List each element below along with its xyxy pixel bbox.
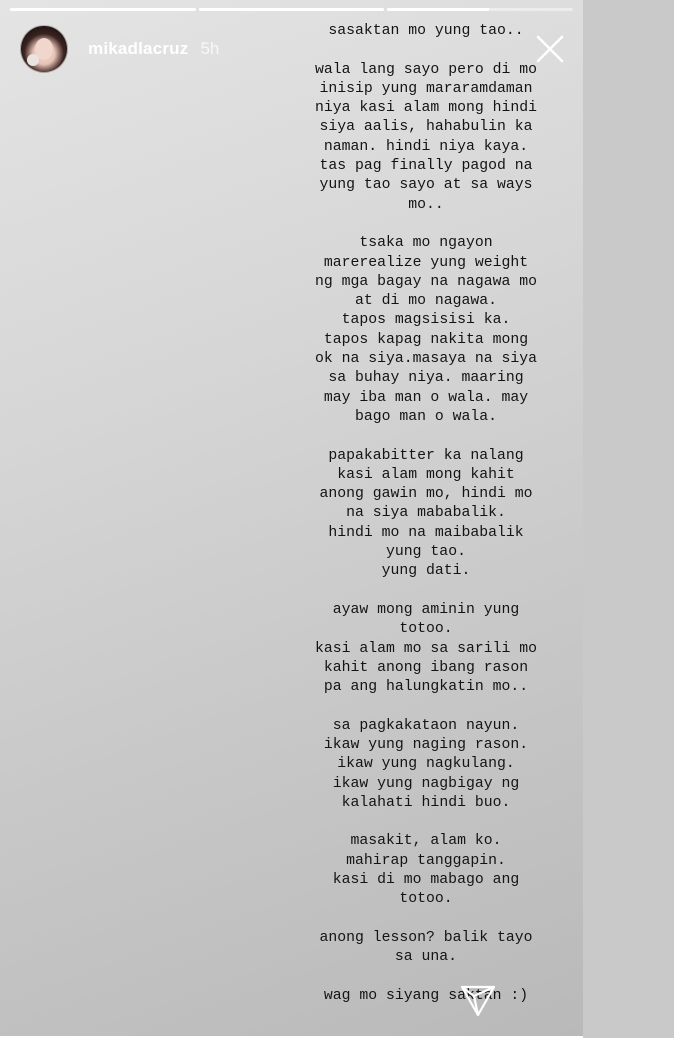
- caption-line: ayaw mong aminin yung: [332, 601, 520, 618]
- caption-line: wag mo siyang saktan :): [323, 987, 529, 1004]
- caption-line: sa buhay niya. maaring: [328, 370, 524, 387]
- caption-line: wala lang sayo pero di mo: [315, 61, 537, 78]
- caption-line: anong lesson? balik tayo: [319, 929, 533, 946]
- caption-paragraph: [286, 601, 566, 697]
- caption-paragraph: [286, 234, 566, 427]
- caption-line: sa una.: [394, 949, 458, 966]
- side-panel: [583, 0, 674, 1038]
- caption-line: hindi mo na maibabalik: [328, 524, 524, 541]
- caption-line: tsaka mo ngayon: [359, 235, 493, 252]
- caption-line: siya aalis, hahabulin ka: [319, 119, 533, 136]
- caption-line: kasi alam mo sa sarili mo: [315, 640, 537, 657]
- caption-line: sa pagkakataon nayun.: [332, 717, 520, 734]
- caption-line: marerealize yung weight: [323, 254, 529, 271]
- progress-fill: [387, 8, 489, 11]
- caption-paragraph: [286, 987, 566, 1006]
- caption-paragraph: [286, 22, 566, 41]
- caption-line: niya kasi alam mong hindi: [315, 100, 537, 117]
- caption-line: anong gawin mo, hindi mo: [319, 486, 533, 503]
- caption-paragraph: [286, 832, 566, 909]
- caption-line: may iba man o wala. may: [323, 389, 529, 406]
- story-header: [20, 24, 219, 74]
- caption-line: ng mga bagay na nagawa mo: [315, 273, 537, 290]
- caption-line: masakit, alam ko.: [350, 833, 502, 850]
- caption-line: yung tao sayo at sa ways: [319, 177, 533, 194]
- username[interactable]: mikadlacruz: [88, 39, 189, 58]
- caption-line: tapos magsisisi ka.: [341, 312, 511, 329]
- caption-line: papakabitter ka nalang: [328, 447, 524, 464]
- caption-line: pa ang halungkatin mo..: [323, 679, 529, 696]
- story-progress-bar: [10, 8, 573, 11]
- caption-line: yung dati.: [381, 563, 471, 580]
- caption-paragraph: [286, 717, 566, 813]
- caption-line: kalahati hindi buo.: [341, 794, 511, 811]
- caption-line: ikaw yung naging rason.: [323, 736, 529, 753]
- caption-line: yung tao.: [386, 544, 466, 561]
- caption-line: ok na siya.masaya na siya: [315, 351, 537, 368]
- caption-line: inisip yung mararamdaman: [319, 80, 533, 97]
- avatar-flower: [27, 54, 39, 66]
- caption-paragraph: [286, 447, 566, 582]
- caption-paragraph: [286, 929, 566, 968]
- caption-line: mo..: [408, 196, 444, 213]
- post-time: 5h: [200, 39, 220, 58]
- caption-line: kahit anong ibang rason: [323, 659, 529, 676]
- caption-line: na siya mababalik.: [346, 505, 506, 522]
- send-direct-icon[interactable]: [460, 984, 496, 1018]
- caption-line: bago man o wala.: [354, 408, 498, 425]
- caption-line: sasaktan mo yung tao..: [328, 23, 524, 39]
- caption-line: mahirap tanggapin.: [346, 852, 506, 869]
- caption-line: naman. hindi niya kaya.: [323, 138, 529, 155]
- caption-line: ikaw yung nagkulang.: [337, 756, 515, 773]
- caption-line: tapos kapag nakita mong: [323, 331, 529, 348]
- caption-line: tas pag finally pagod na: [319, 158, 533, 175]
- story-caption: [286, 22, 566, 1025]
- caption-line: ikaw yung nagbigay ng: [332, 775, 520, 792]
- caption-paragraph: [286, 61, 566, 215]
- caption-line: at di mo nagawa.: [354, 293, 498, 310]
- progress-fill: [10, 8, 196, 11]
- caption-line: totoo.: [399, 621, 453, 638]
- caption-line: totoo.: [399, 891, 453, 908]
- progress-segment: [387, 8, 573, 11]
- progress-fill: [199, 8, 385, 11]
- progress-segment: [10, 8, 196, 11]
- avatar[interactable]: [20, 25, 68, 73]
- caption-line: kasi di mo mabago ang: [332, 872, 520, 889]
- caption-line: kasi alam mong kahit: [337, 466, 515, 483]
- progress-segment: [199, 8, 385, 11]
